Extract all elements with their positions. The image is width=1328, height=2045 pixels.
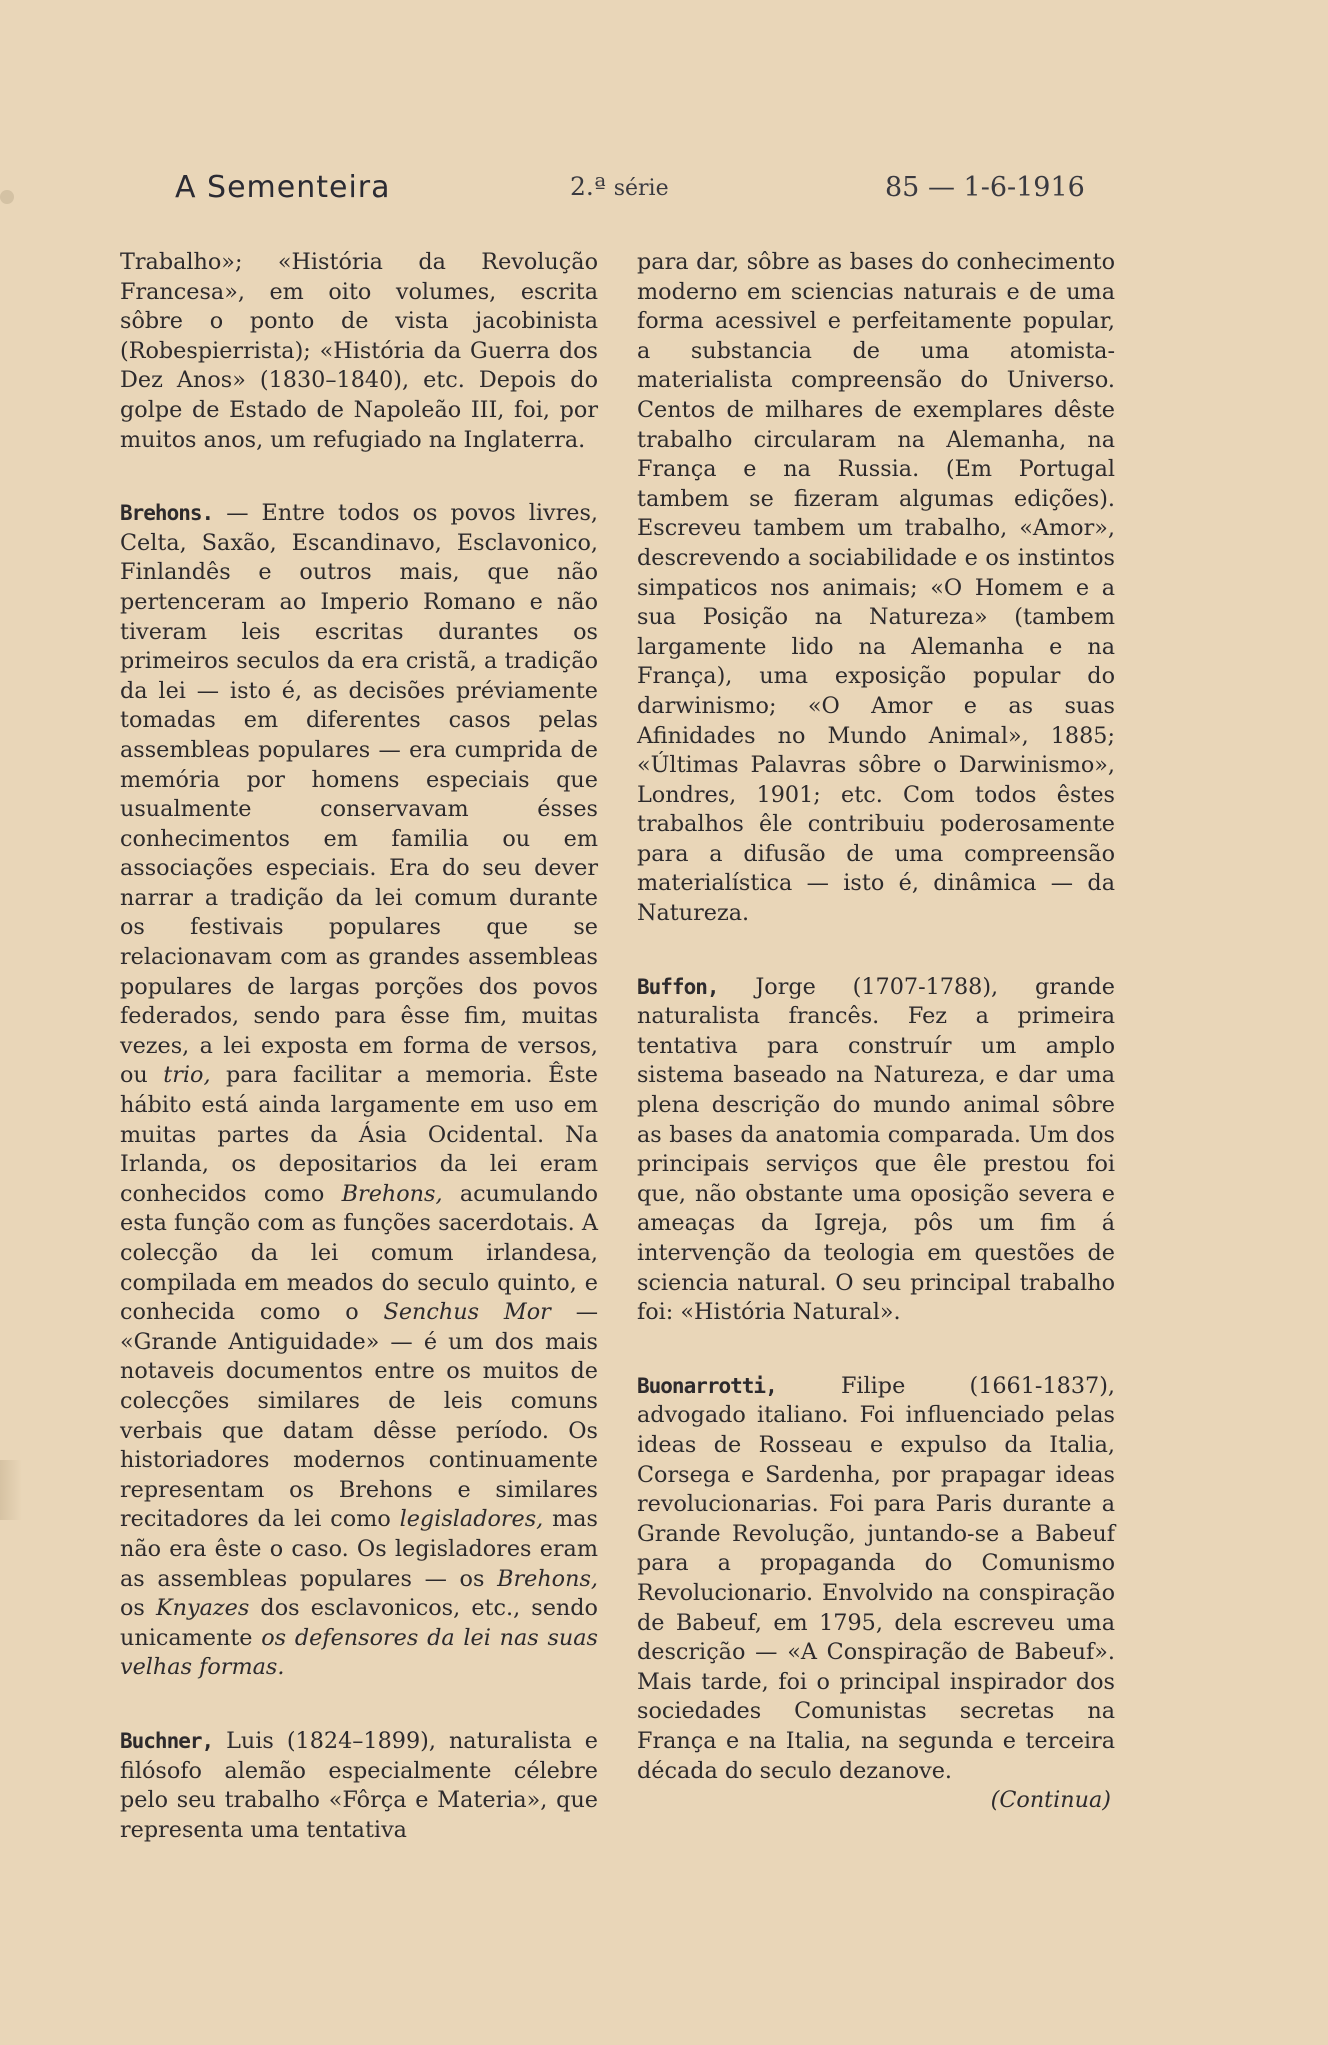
entry-buffon	[637, 973, 1115, 1328]
entry-keyword: Buffon,	[637, 974, 719, 999]
entry-keyword: Buonarrotti,	[637, 1373, 777, 1398]
paper-stain	[0, 1460, 22, 1520]
entry-text: — «Grande Antiguidade» — é um dos mais notaveis documentos entre os muitos de colecções similares de leis comuns verbais que datam dêsse período. Os historiadores modernos continuamente representam os Brehons e similares recitadores da lei como	[120, 1299, 599, 1533]
entry-text: Jorge (1707-1788), grande naturalista francês. Fez a primeira tentativa para construír um amplo sistema baseado na Natureza, e dar uma plena descrição do mundo animal sôbre as bases da anatomia comparada. Um dos principais serviços que êle prestou foi que, não obstante uma oposição severa e ameaças da Igreja, pôs um fim á intervenção da teologia em questões de sciencia natural. O seu principal trabalho foi: «História Natural».	[637, 973, 1115, 1326]
entry-text: — Entre todos os povos livres, Celta, Saxão, Escandinavo, Esclavonico, Finlandês e outros mais, que não pertenceram ao Imperio Romano e não tiveram leis escritas durantes os primeiros seculos da era cristã, a tradição da lei — isto é, as decisões préviamente tomadas em diferentes casos pelas assembleas populares — era cumprida de memória por homens especiais que usualmente conservavam ésses conhecimentos em familia ou em associações especiais. Era do seu dever narrar a tradição da lei comum durante os festivais populares que se relacionavam com as grandes assembleas populares de largas porções dos povos federados, sendo para êsse fim, muitas vezes, a lei exposta em forma de versos, ou	[120, 500, 598, 1089]
italic-term: Senchus Mor	[383, 1299, 551, 1326]
issue-number-date: 85 — 1-6-1916	[885, 172, 1085, 203]
italic-term: trio,	[163, 1062, 211, 1089]
entry-buonarrotti	[637, 1372, 1115, 1786]
entry-buchner	[120, 1727, 598, 1845]
entry-text: dos esclavonicos, etc., sendo unicamente	[120, 1595, 598, 1651]
journal-title: A Sementeira	[175, 170, 391, 205]
italic-term: Brehons,	[497, 1565, 598, 1592]
entry-text: mas não era êste o caso. Os legisladores eram as assembleas populares — os	[120, 1506, 599, 1592]
italic-term: Brehons,	[341, 1180, 443, 1207]
series-label	[570, 172, 669, 201]
series-word: série	[613, 176, 669, 201]
entry-text: para facilitar a memoria. Êste hábito está ainda largamente em uso em muitas partes da Ásia Ocidental. Na Irlanda, os depositarios da lei eram conhecidos como	[120, 1062, 598, 1207]
entry-text: os	[120, 1595, 156, 1622]
entry-keyword: Brehons.	[120, 501, 214, 526]
paragraph-continuation: Trabalho»; «História da Revolução Francesa», em oito volumes, escrita sôbre o ponto de vista jacobinista (Robespierrista); «História da Guerra dos Dez Anos» (1830–1840), etc. Depois do golpe de Estado de Napoleão III, foi, por muitos anos, um refugiado na Inglaterra.	[120, 249, 598, 453]
entry-brehons	[120, 499, 598, 1683]
italic-term: legisladores,	[399, 1506, 544, 1533]
continued-note: (Continua)	[990, 1787, 1111, 1814]
running-header	[0, 170, 1328, 214]
entry-text: acumulando esta função com as funções sacerdotais. A colecção da lei comum irlandesa, compilada em meados do seculo quinto, e conhecida como o	[120, 1180, 598, 1326]
paragraph-continuation: para dar, sôbre as bases do conhecimento moderno em sciencias naturais e de uma forma acessivel e perfeitamente popular, a substancia de uma atomista-materialista compreensão do Universo. Centos de milhares de exemplares dêste trabalho circularam na Alemanha, na França e na Russia. (Em Portugal tambem se fizeram algumas edições). Escreveu tambem um trabalho, «Amor», descrevendo a sociabilidade e os instintos simpaticos nos animais; «O Homem e a sua Posição na Natureza» (tambem largamente lido na Alemanha e na França), uma exposição popular do darwinismo; «O Amor e as suas Afinidades no Mundo Animal», 1885; «Últimas Palavras sôbre o Darwinismo», Londres, 1901; etc. Com todos êstes trabalhos êle contribuiu poderosamente para a difusão de uma compreensão materialística — isto é, dinâmica — da Natureza.	[637, 249, 1115, 927]
left-column	[120, 248, 598, 1845]
entry-text: Filipe (1661-1837), advogado italiano. Foi influenciado pelas ideas de Rosseau e expulso da Italia, Corsega e Sardenha, por prapagar ideas revolucionarias. Foi para Paris durante a Grande Revolução, juntando-se a Babeuf para a propaganda do Comunismo Revolucionario. Envolvido na conspiração de Babeuf, em 1795, dela escreveu uma descrição — «A Conspiração de Babeuf». Mais tarde, foi o principal inspirador dos sociedades Comunistas secretas na França e na Italia, na segunda e terceira década do seculo dezanove.	[637, 1372, 1115, 1784]
entry-keyword: Buchner,	[120, 1728, 214, 1753]
italic-term: Knyazes	[156, 1595, 250, 1622]
right-column	[637, 248, 1115, 1816]
series-number: 2.ª	[570, 172, 606, 201]
entry-text: Luis (1824–1899), naturalista e filósofo alemão especialmente célebre pelo seu trabalho «Fôrça e Materia», que representa uma tentativa	[120, 1727, 598, 1843]
italic-term: os defensores da lei nas suas velhas formas.	[120, 1624, 598, 1681]
